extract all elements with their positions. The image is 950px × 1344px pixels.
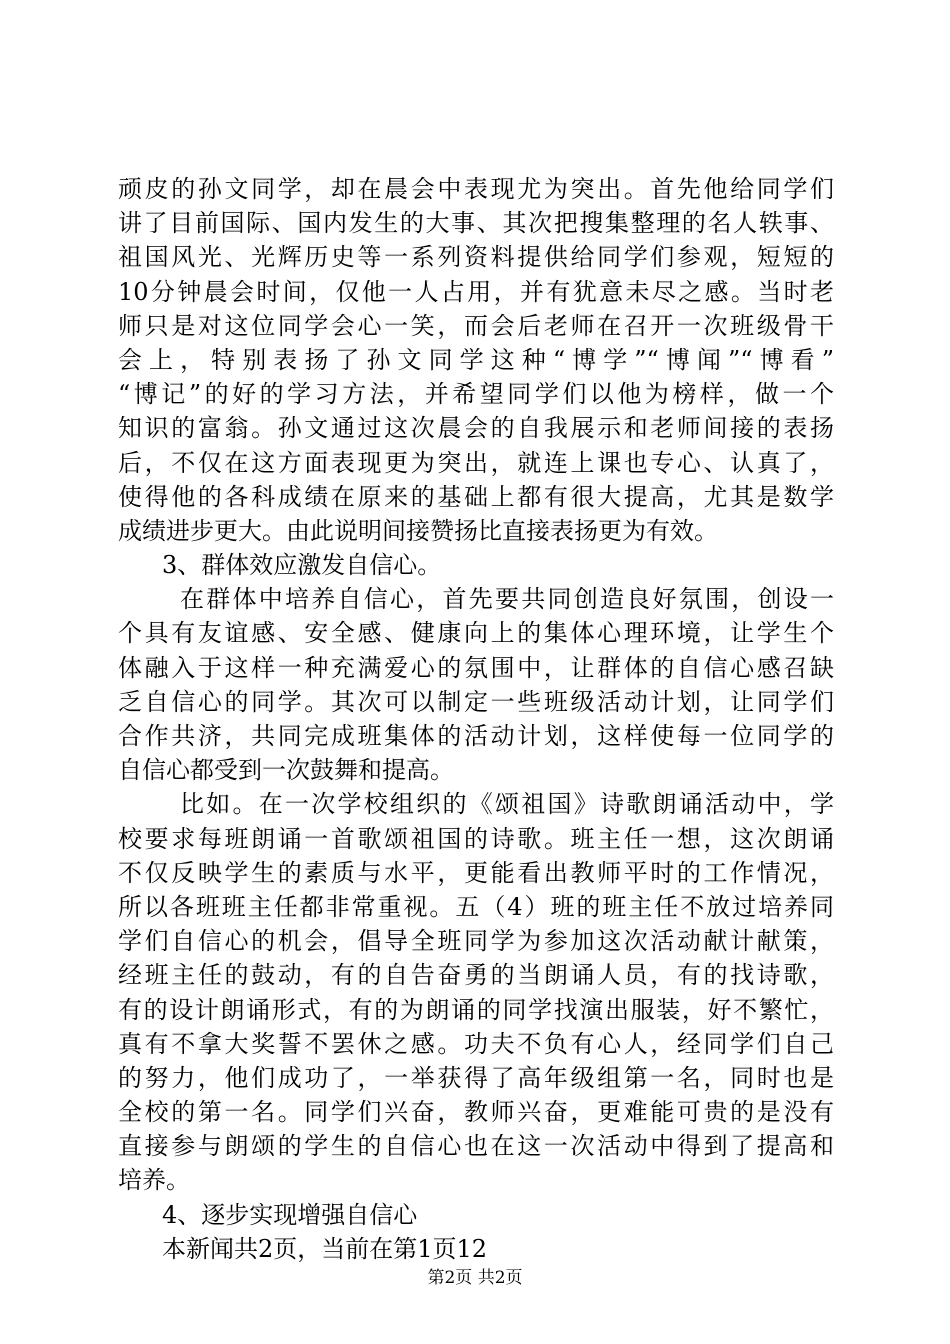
text-line: 培养。 (118, 1166, 190, 1195)
text-line: 有的设计朗诵形式，有的为朗诵的同学找演出服装，好不繁忙， (118, 995, 834, 1024)
text-line: 使得他的各科成绩在原来的基础上都有很大提高，尤其是数学 (118, 482, 834, 511)
text-line: 所以各班班主任都非常重视。五（4）班的班主任不放过培养同 (118, 892, 834, 921)
text-line: 的努力，他们成功了，一举获得了高年级组第一名，同时也是 (118, 1063, 834, 1092)
text-line: 经班主任的鼓动，有的自告奋勇的当朗诵人员，有的找诗歌， (118, 961, 834, 990)
text-line: 在群体中培养自信心，首先要共同创造良好氛围，创设一 (180, 585, 834, 614)
text-line: 后，不仅在这方面表现更为突出，就连上课也专心、认真了， (118, 448, 834, 477)
text-line: 知识的富翁。孙文通过这次晨会的自我展示和老师间接的表扬 (118, 414, 834, 443)
text-line: 乏自信心的同学。其次可以制定一些班级活动计划，让同学们 (118, 687, 834, 716)
text-line: 会上，特别表扬了孙文同学这种“博学”“博闻”“博看” (118, 345, 834, 374)
page-footer: 第2页 共2页 (427, 1268, 523, 1288)
text-line: 体融入于这样一种充满爱心的氛围中，让群体的自信心感召缺 (118, 653, 834, 682)
text-line: 学们自信心的机会，倡导全班同学为参加这次活动献计献策， (118, 927, 834, 956)
text-line: 祖国风光、光辉历史等一系列资料提供给同学们参观，短短的 (118, 243, 834, 272)
text-line: 自信心都受到一次鼓舞和提高。 (118, 756, 454, 785)
text-line: 讲了目前国际、国内发生的大事、其次把搜集整理的名人轶事、 (118, 209, 834, 238)
text-line: 比如。在一次学校组织的《颂祖国》诗歌朗诵活动中，学 (180, 790, 834, 819)
text-line: 不仅反映学生的素质与水平，更能看出教师平时的工作情况， (118, 858, 834, 887)
text-line: 顽皮的孙文同学，却在晨会中表现尤为突出。首先他给同学们 (118, 175, 834, 203)
text-line: 个具有友谊感、安全感、健康向上的集体心理环境，让学生个 (118, 619, 834, 648)
text-line: 师只是对这位同学会心一笑，而会后老师在召开一次班级骨干 (118, 311, 834, 340)
text-line: 3、群体效应激发自信心。 (162, 551, 442, 580)
text-line: 本新闻共2页，当前在第1页12 (162, 1234, 488, 1263)
text-line: 全校的第一名。同学们兴奋，教师兴奋，更难能可贵的是没有 (118, 1098, 834, 1127)
text-line: 校要求每班朗诵一首歌颂祖国的诗歌。班主任一想，这次朗诵 (118, 824, 834, 853)
text-line: 直接参与朗颂的学生的自信心也在这一次活动中得到了提高和 (118, 1132, 834, 1161)
text-line: 合作共济，共同完成班集体的活动计划，这样使每一位同学的 (118, 722, 834, 750)
text-line: 成绩进步更大。由此说明间接赞扬比直接表扬更为有效。 (118, 516, 718, 545)
text-line: 真有不拿大奖誓不罢休之感。功夫不负有心人，经同学们自己 (118, 1029, 834, 1058)
text-line: 4、逐步实现增强自信心 (162, 1200, 418, 1229)
text-line: 10分钟晨会时间，仅他一人占用，并有犹意未尽之感。当时老 (118, 277, 834, 306)
text-line: “博记”的好的学习方法，并希望同学们以他为榜样，做一个 (118, 380, 834, 409)
document-body (118, 172, 834, 1266)
